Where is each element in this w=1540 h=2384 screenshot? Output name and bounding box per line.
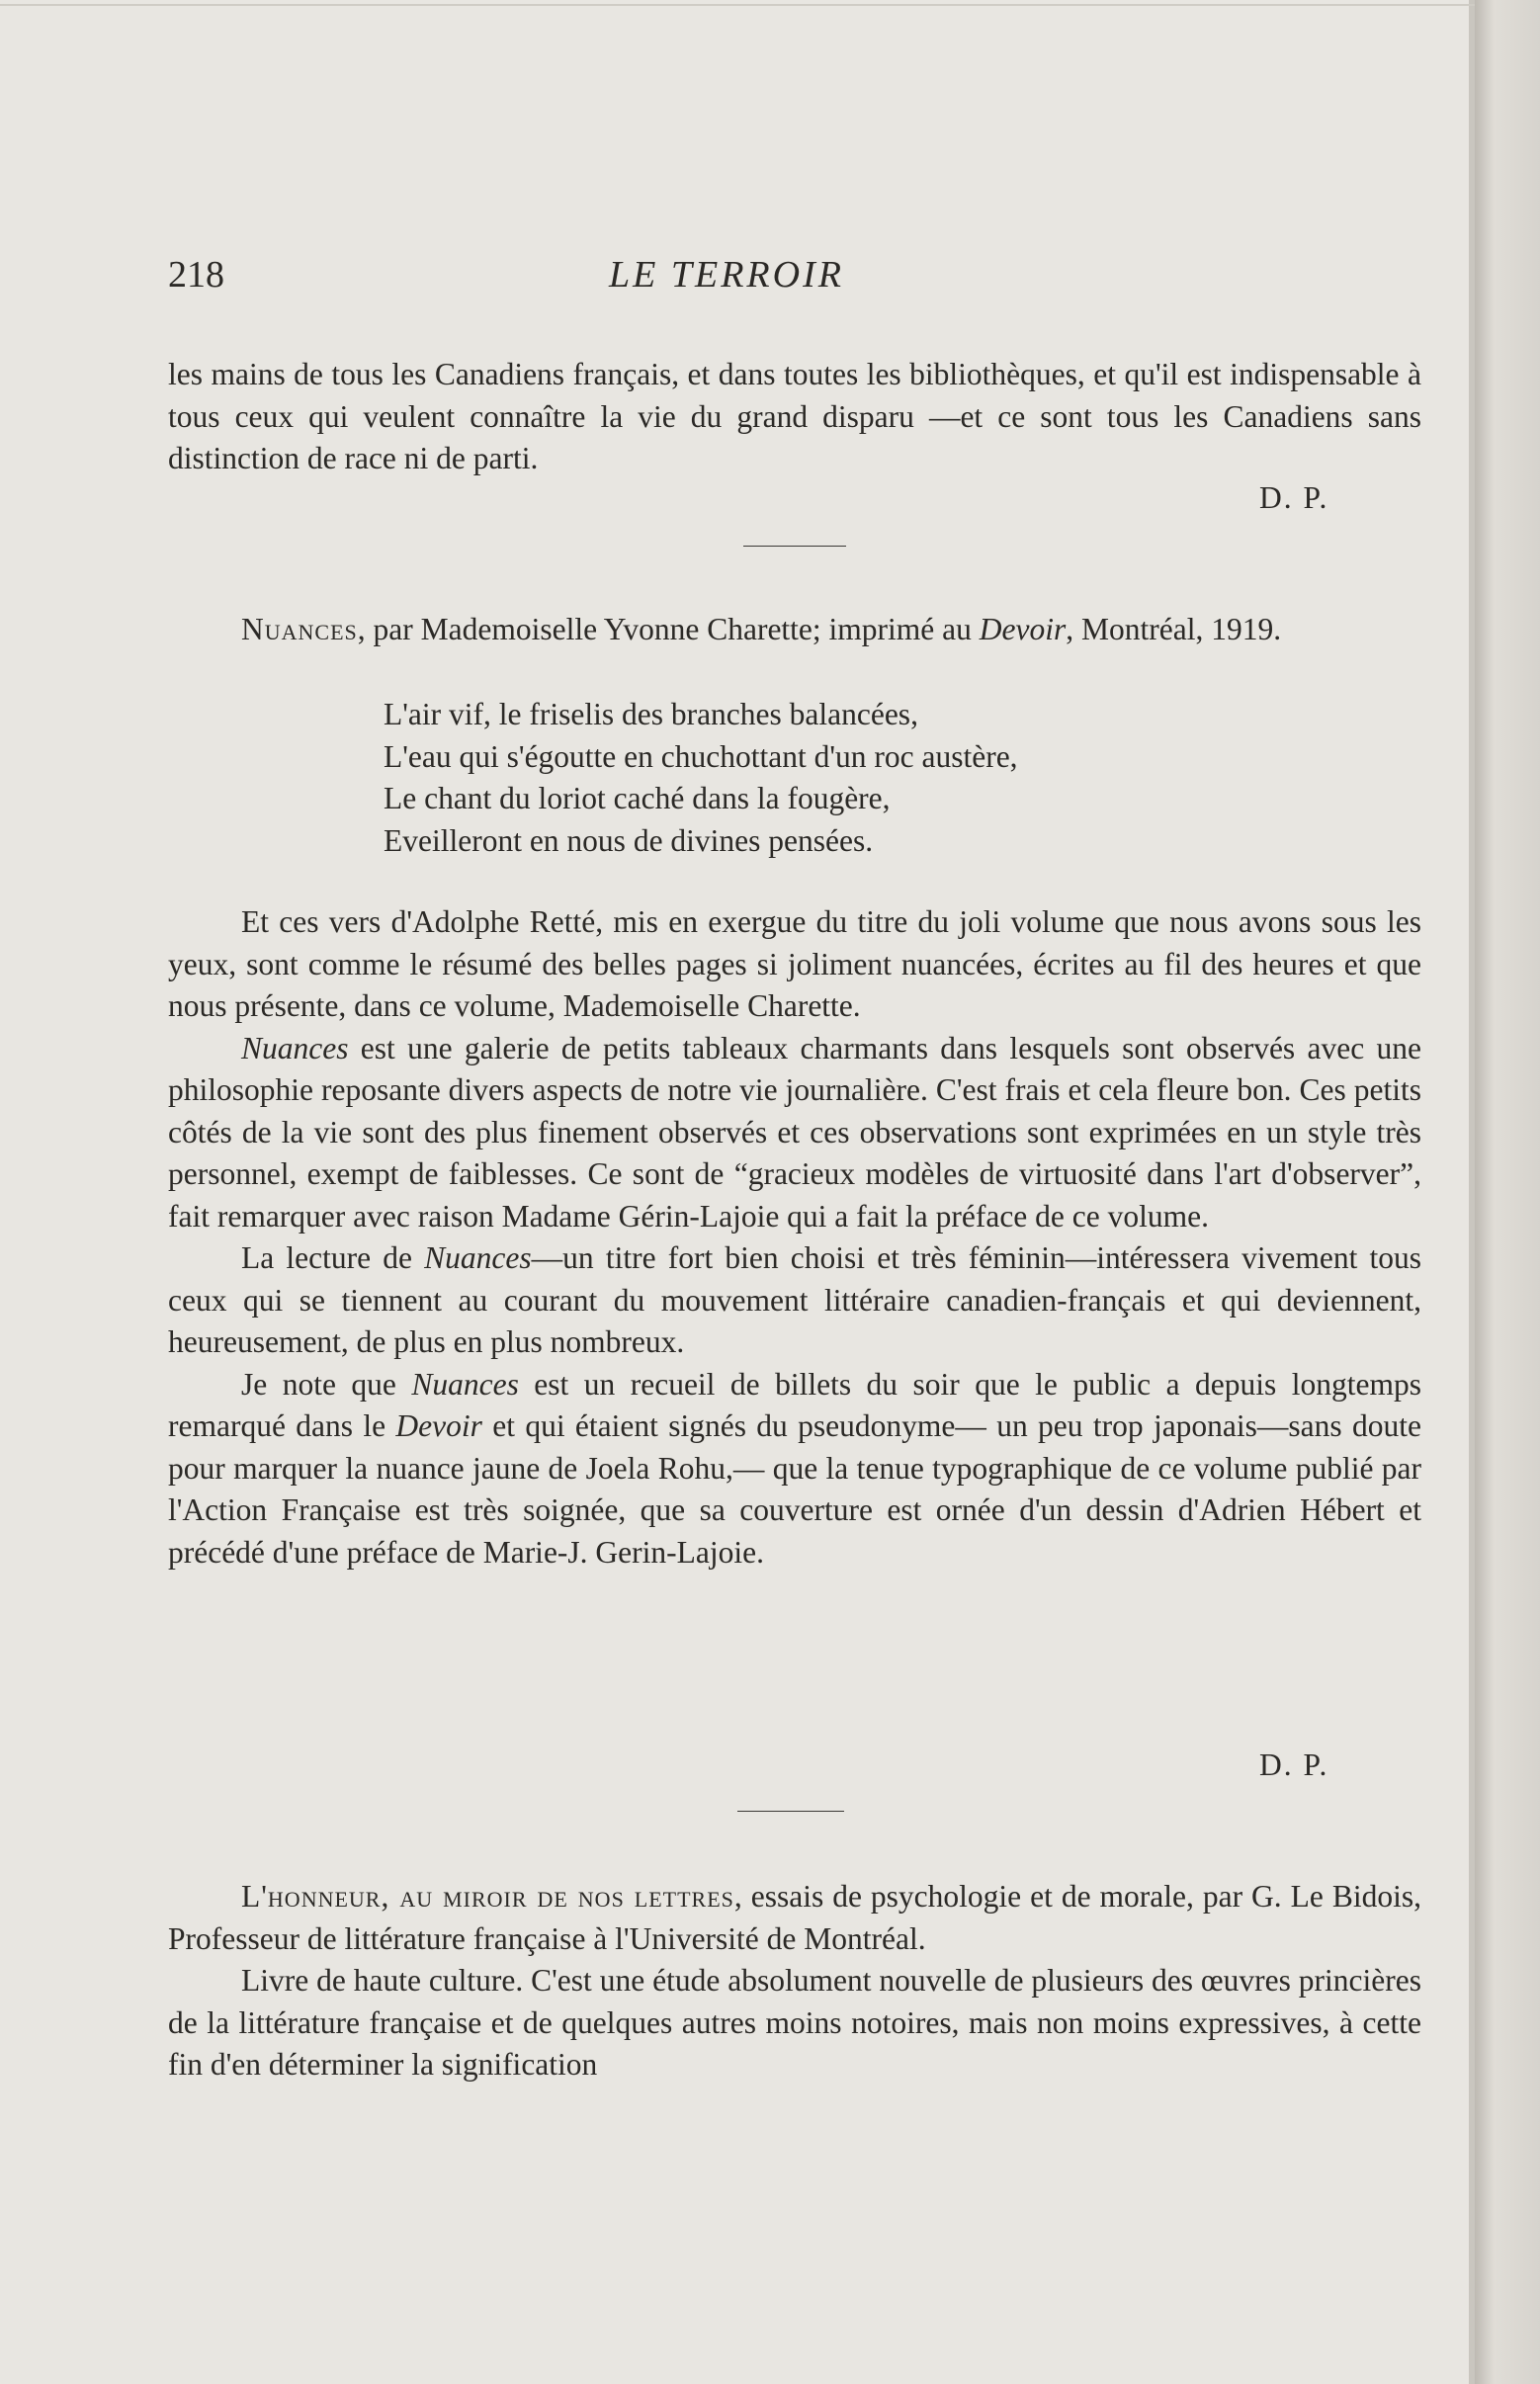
verse-line: L'eau qui s'égoutte en chuchottant d'un roc austère, xyxy=(384,738,1018,774)
nuances-signature: D. P. xyxy=(1259,1747,1329,1782)
honneur-review xyxy=(168,1876,1421,2086)
verse-line: Le chant du loriot caché dans la fougère, xyxy=(384,781,891,815)
intro-text: les mains de tous les Canadiens français, et dans toutes les bibliothèques, et qu'il est indispensable à tous ceux qui veulent connaître la vie du grand disparu —et ce sont tous les Canadiens sans distinction de race ni de parti. xyxy=(168,357,1421,475)
intro-signature: D. P. xyxy=(1259,480,1329,515)
nuances-heading xyxy=(168,609,1421,651)
page-header xyxy=(168,253,1423,302)
running-title: LE TERROIR xyxy=(609,254,844,296)
nuances-title-italic: Nuances xyxy=(241,1030,349,1065)
section-separator xyxy=(737,1811,844,1812)
nuances-body xyxy=(168,901,1421,1574)
honneur-title: L'honneur, au miroir de nos lettres xyxy=(241,1879,734,1914)
nuances-publisher: Devoir xyxy=(979,612,1067,646)
honneur-paragraph-1: Livre de haute culture. C'est une étude absolument nouvelle de plusieurs des œuvres princières de la littérature française et de quelques autres moins notoires, mais non moins expressives, à cette fin d'en déterminer la signification xyxy=(168,1963,1421,2082)
nuances-byline-1: , par Mademoiselle Yvonne Charette; imprimé au xyxy=(357,612,980,646)
nuances-paragraph-3: La lecture de Nuances—un titre fort bien choisi et très féminin—intéressera vivement tous ceux qui se tiennent au courant du mouvement littéraire canadien-français et qui deviennent, heureusement, de plus en plus nombreux. xyxy=(168,1240,1422,1359)
verse-line: L'air vif, le friselis des branches balancées, xyxy=(384,697,918,731)
honneur-heading xyxy=(168,1876,1421,1960)
section-separator xyxy=(743,546,846,547)
nuances-paragraph-1: Et ces vers d'Adolphe Retté, mis en exergue du titre du joli volume que nous avons sous les yeux, sont comme le résumé des belles pages si joliment nuancées, écrites au fil des heures et que nous présente, dans ce volume, Mademoiselle Charette. xyxy=(168,904,1421,1023)
intro-paragraph xyxy=(168,354,1421,480)
honneur-byline: , essais de psychologie et de morale, par G. Le Bidois, Professeur de littérature française à l'Université de Montréal. xyxy=(168,1879,1421,1956)
nuances-byline-2: , Montréal, 1919. xyxy=(1066,612,1282,646)
verse-line: Eveilleront en nous de divines pensées. xyxy=(384,822,874,858)
nuances-title: Nuances xyxy=(241,612,358,646)
top-edge-line xyxy=(0,4,1475,6)
nuances-paragraph-4: Je note que Nuances est un recueil de billets du soir que le public a depuis longtemps remarqué dans le Devoir et qui étaient signés du pseudonyme— un peu trop japonais—sans doute pour marquer la nuance jaune de Joela Rohu,— que la tenue typographique de ce volume publié par l'Action Française est très soignée, que sa couverture est ornée d'un dessin d'Adrien Hébert et précédé d'une préface de Marie-J. Gerin-Lajoie. xyxy=(168,1366,1421,1570)
epigraph-verse xyxy=(384,694,1273,862)
page-number: 218 xyxy=(168,254,224,296)
page-edge-shadow xyxy=(1475,0,1540,2384)
nuances-paragraph-2: Nuances est une galerie de petits tableaux charmants dans lesquels sont observés avec une philosophie reposante divers aspects de notre vie journalière. C'est frais et cela fleure bon. Ces petits côtés de la vie sont des plus finement observés et ces observations sont exprimées en un style très personnel, exempt de faiblesses. Ce sont de “gracieux modèles de virtuosité dans l'art d'observer”, fait remarquer avec raison Madame Gérin-Lajoie qui a fait la préface de ce volume. xyxy=(168,1030,1421,1234)
